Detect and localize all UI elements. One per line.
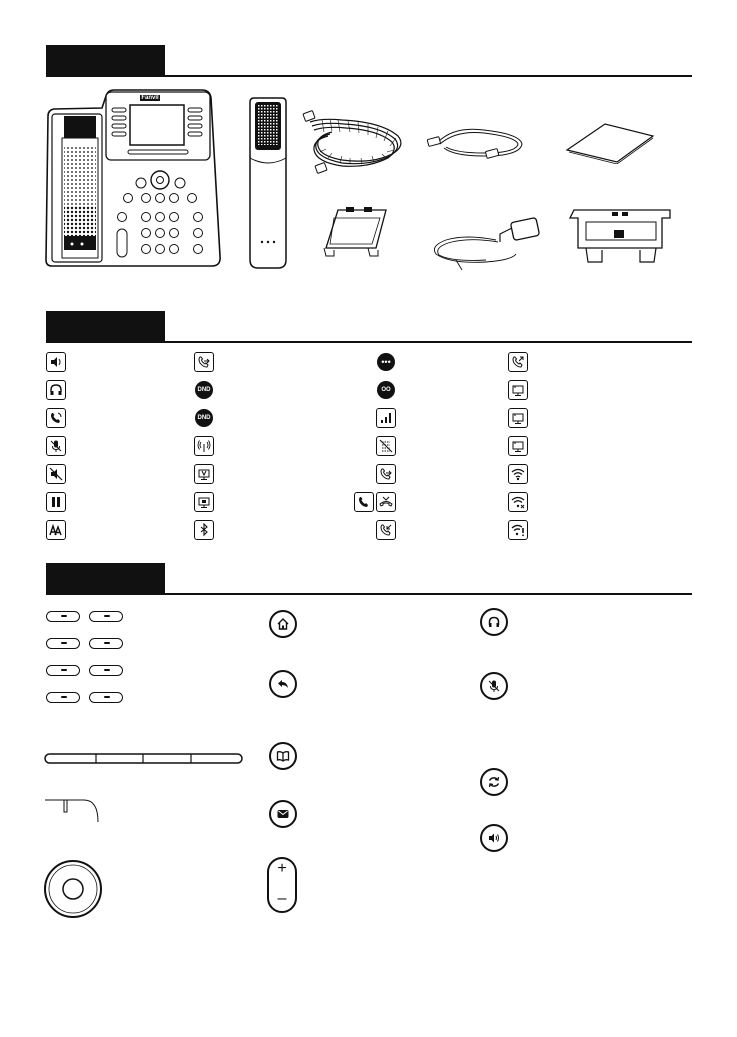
answered-call-icon <box>376 520 396 540</box>
line-key[interactable] <box>89 611 123 622</box>
call-transfer-icon <box>376 464 396 484</box>
voicemail-icon <box>376 380 396 400</box>
line-key[interactable] <box>89 665 123 676</box>
quick-guide-illustration <box>565 120 655 164</box>
home-icon <box>276 617 290 631</box>
stand-illustration <box>316 206 392 262</box>
volume-minus-label: – <box>277 890 287 907</box>
network-icon <box>194 464 214 484</box>
headset-key[interactable] <box>480 608 508 636</box>
back-key[interactable] <box>269 670 297 698</box>
brand-logo: Fanvil <box>141 95 159 101</box>
antenna-icon <box>194 436 214 456</box>
phonebook-icon <box>276 749 290 763</box>
speaker-key[interactable] <box>480 824 508 852</box>
call-forward-icon <box>194 352 214 372</box>
handset-illustration <box>246 96 290 270</box>
volume-plus-label: + <box>277 860 287 877</box>
dnd-label: DND <box>195 409 213 427</box>
network-box-icon <box>194 492 214 512</box>
phone-icon <box>354 492 374 512</box>
dnd-label: DND <box>195 381 213 399</box>
speaker-mute-icon <box>46 464 66 484</box>
line-key[interactable] <box>46 692 80 703</box>
navigation-key[interactable] <box>42 858 104 920</box>
power-adapter-illustration <box>426 214 542 272</box>
line-key[interactable] <box>89 638 123 649</box>
mute-key-icon <box>487 679 501 693</box>
headset-icon <box>46 380 66 400</box>
section-header-line <box>165 341 692 343</box>
section-header-tab-keys <box>46 563 165 595</box>
phonebook-key[interactable] <box>269 742 297 770</box>
monitor-icon <box>508 436 528 456</box>
home-key[interactable] <box>269 610 297 638</box>
section-header-line <box>165 593 692 595</box>
handset-icon <box>46 408 66 428</box>
line-key[interactable] <box>46 611 80 622</box>
wifi-off-icon <box>508 492 528 512</box>
dnd-icon <box>194 380 214 400</box>
message-key[interactable] <box>269 800 297 828</box>
wifi-icon <box>508 464 528 484</box>
voicemail-label: OO <box>377 381 395 399</box>
redial-icon <box>487 775 501 789</box>
indicator-led <box>44 798 104 824</box>
no-sim-icon <box>376 436 396 456</box>
softkey-bar[interactable] <box>44 752 244 766</box>
missed-call-icon <box>376 492 396 512</box>
headset-key-icon <box>487 615 501 629</box>
ethernet-cable-illustration <box>424 122 534 166</box>
font-size-icon <box>46 520 66 540</box>
section-header-tab-packing <box>46 45 165 77</box>
outgoing-call-icon <box>508 352 528 372</box>
line-key[interactable] <box>89 692 123 703</box>
speaker-icon <box>46 352 66 372</box>
back-icon <box>276 677 290 691</box>
mute-key[interactable] <box>480 672 508 700</box>
wifi-alert-icon <box>508 520 528 540</box>
dnd-icon <box>194 408 214 428</box>
desk-phone-illustration <box>42 86 232 272</box>
coiled-cord-illustration <box>302 108 410 178</box>
monitor-icon <box>508 408 528 428</box>
speaker-key-icon <box>487 831 501 845</box>
section-header-tab-icons <box>46 311 165 343</box>
bluetooth-icon <box>194 520 214 540</box>
wall-mount-bracket-illustration <box>566 204 676 268</box>
hold-icon <box>46 492 66 512</box>
line-key[interactable] <box>46 638 80 649</box>
monitor-icon <box>508 380 528 400</box>
signal-icon <box>376 408 396 428</box>
section-header-line <box>165 75 692 77</box>
line-key[interactable] <box>46 665 80 676</box>
message-icon: ••• <box>376 352 396 372</box>
redial-key[interactable] <box>480 768 508 796</box>
mic-mute-icon <box>46 436 66 456</box>
message-key-icon <box>276 807 290 821</box>
